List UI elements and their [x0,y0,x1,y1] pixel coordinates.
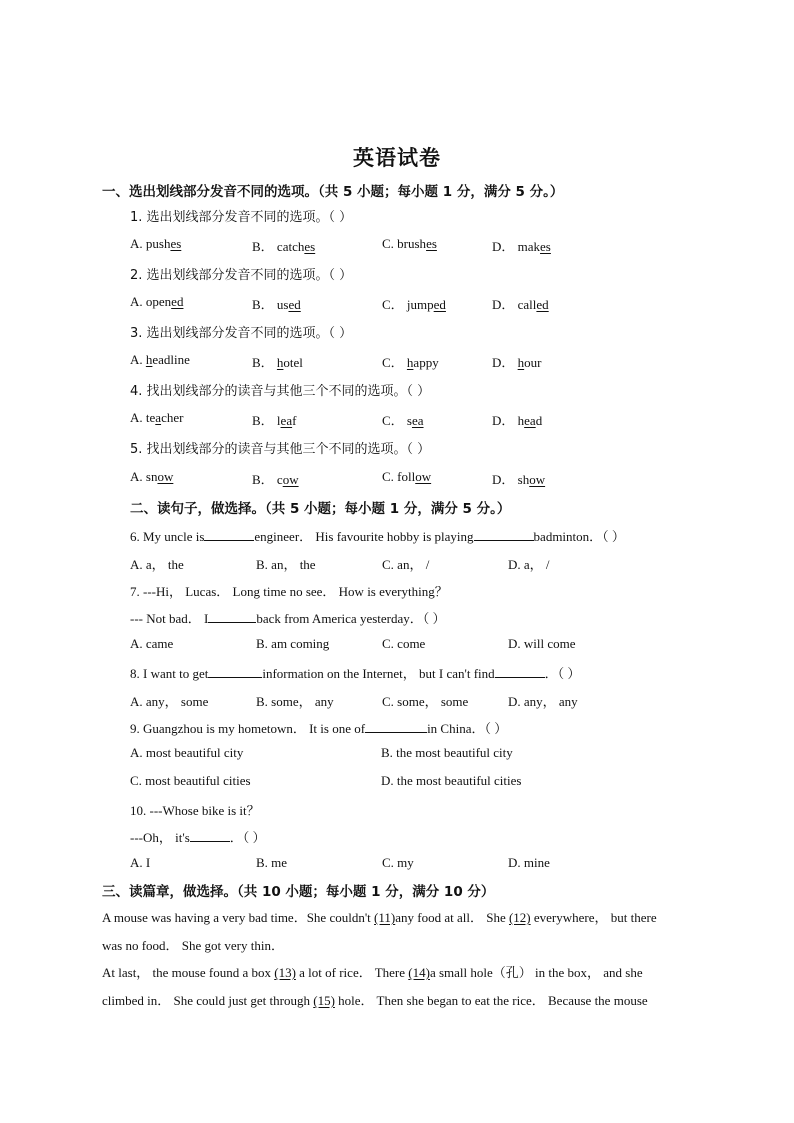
option-c: C． happy [382,355,439,370]
question-7-answer: --- Not bad． I back from America yesterday．（ ） [130,611,446,626]
underlined-letters: ow [282,472,299,487]
passage-line-3: At last， the mouse found a box (13) a lot of rice． There (14)a small hole（孔） in the box， and she [102,965,643,980]
option-b: B. an， the [256,557,316,572]
section-1-heading: 一、选出划线部分发音不同的选项。（共 5 小题；每小题 1 分，满分 5 分。） [102,184,564,200]
underlined-letters: ow [157,469,174,484]
option-a: A. any， some [130,694,209,709]
option-b: B. am coming [256,636,330,651]
blank [365,720,427,733]
blank [208,610,256,623]
underlined-letters: ed [433,297,446,312]
section-2-heading: 二、读句子，做选择。（共 5 小题；每小题 1 分，满分 5 分。） [130,501,511,517]
section-3-heading: 三、读篇章，做选择。（共 10 小题；每小题 1 分，满分 10 分） [102,884,495,900]
option-b: B. the most beautiful city [381,745,513,760]
option-c: C. my [382,855,414,870]
option-a: A. pushes [130,236,182,251]
underlined-letters: h [406,355,414,370]
question-4: 4. 找出划线部分的读音与其他三个不同的选项。（ ） [130,384,431,399]
underlined-letters: ed [171,294,184,309]
option-c: C． jumped [382,297,446,312]
option-c: C. an， / [382,557,430,572]
passage-line-2: was no food． She got very thin． [102,938,284,953]
option-b: B． hotel [252,355,303,370]
blank [474,528,534,541]
question-5: 5. 找出划线部分的读音与其他三个不同的选项。（ ） [130,442,431,457]
blank [208,665,262,678]
underlined-letters: ed [288,297,301,312]
option-a: A. teacher [130,410,184,425]
option-d: D. will come [508,636,576,651]
underlined-letters: a [155,410,162,425]
question-10: 10. ---Whose bike is it？ [130,803,260,818]
question-2: 2. 选出划线部分发音不同的选项。（ ） [130,268,353,283]
option-c: C． sea [382,413,424,428]
option-d: D. a， / [508,557,550,572]
option-b: B． cow [252,472,299,487]
option-c: C. follow [382,469,432,484]
question-1: 1. 选出划线部分发音不同的选项。（ ） [130,210,353,225]
option-c: C. some， some [382,694,469,709]
underlined-letters: h [517,355,525,370]
blank-15: (15) [313,993,335,1008]
option-d: D． makes [492,239,551,254]
underlined-letters: ed [536,297,549,312]
underlined-letters: es [426,236,437,251]
option-d: D． head [492,413,543,428]
option-b: B． leaf [252,413,297,428]
question-3: 3. 选出划线部分发音不同的选项。（ ） [130,326,353,341]
option-c: C. most beautiful cities [130,773,251,788]
option-c: C. come [382,636,426,651]
question-9: 9. Guangzhou is my hometown． It is one of in China．（ ） [130,721,508,736]
option-d: D. any， any [508,694,578,709]
blank [495,665,545,678]
blank [204,528,254,541]
underlined-letters: ea [524,413,536,428]
underlined-letters: es [540,239,551,254]
option-a: A. a， the [130,557,184,572]
underlined-letters: ea [411,413,424,428]
blank-11: (11) [374,910,396,925]
underlined-letters: es [304,239,316,254]
option-d: D. mine [508,855,550,870]
question-10-answer: ---Oh， it's ．（ ） [130,830,266,845]
page-title: 英语试卷 [353,146,441,170]
option-a: A. I [130,855,151,870]
underlined-letters: es [170,236,182,251]
option-a: A. most beautiful city [130,745,244,760]
underlined-letters: h [276,355,284,370]
blank-14: (14) [408,965,430,980]
blank-13: (13) [274,965,296,980]
option-c: C. brushes [382,236,437,251]
blank-12: (12) [508,910,531,925]
question-8: 8. I want to get information on the Internet， but I can't find ．（ ） [130,666,581,681]
option-a: A. headline [130,352,190,367]
option-d: D． hour [492,355,542,370]
option-b: B. me [256,855,288,870]
option-d: D． called [492,297,549,312]
blank [190,829,230,842]
underlined-letters: ow [529,472,546,487]
option-b: B． used [252,297,301,312]
option-b: B. some， any [256,694,334,709]
option-a: A. snow [130,469,174,484]
question-7: 7. ---Hi， Lucas． Long time no see． How is everything？ [130,584,448,599]
underlined-letters: ea [280,413,293,428]
passage-line-4: climbed in． She could just get through (15) hole． Then she began to eat the rice． Because the mouse [102,993,648,1008]
underlined-letters: h [145,352,153,367]
option-a: A. came [130,636,174,651]
option-d: D. the most beautiful cities [381,773,522,788]
option-b: B． catches [252,239,316,254]
option-a: A. opened [130,294,184,309]
passage-line-1: A mouse was having a very bad time．She couldn't (11)any food at all． She (12) everywhere， but there [102,910,657,925]
question-6: 6. My uncle is engineer． His favourite hobby is playing badminton．（ ） [130,529,625,544]
option-d: D． show [492,472,546,487]
underlined-letters: ow [415,469,432,484]
